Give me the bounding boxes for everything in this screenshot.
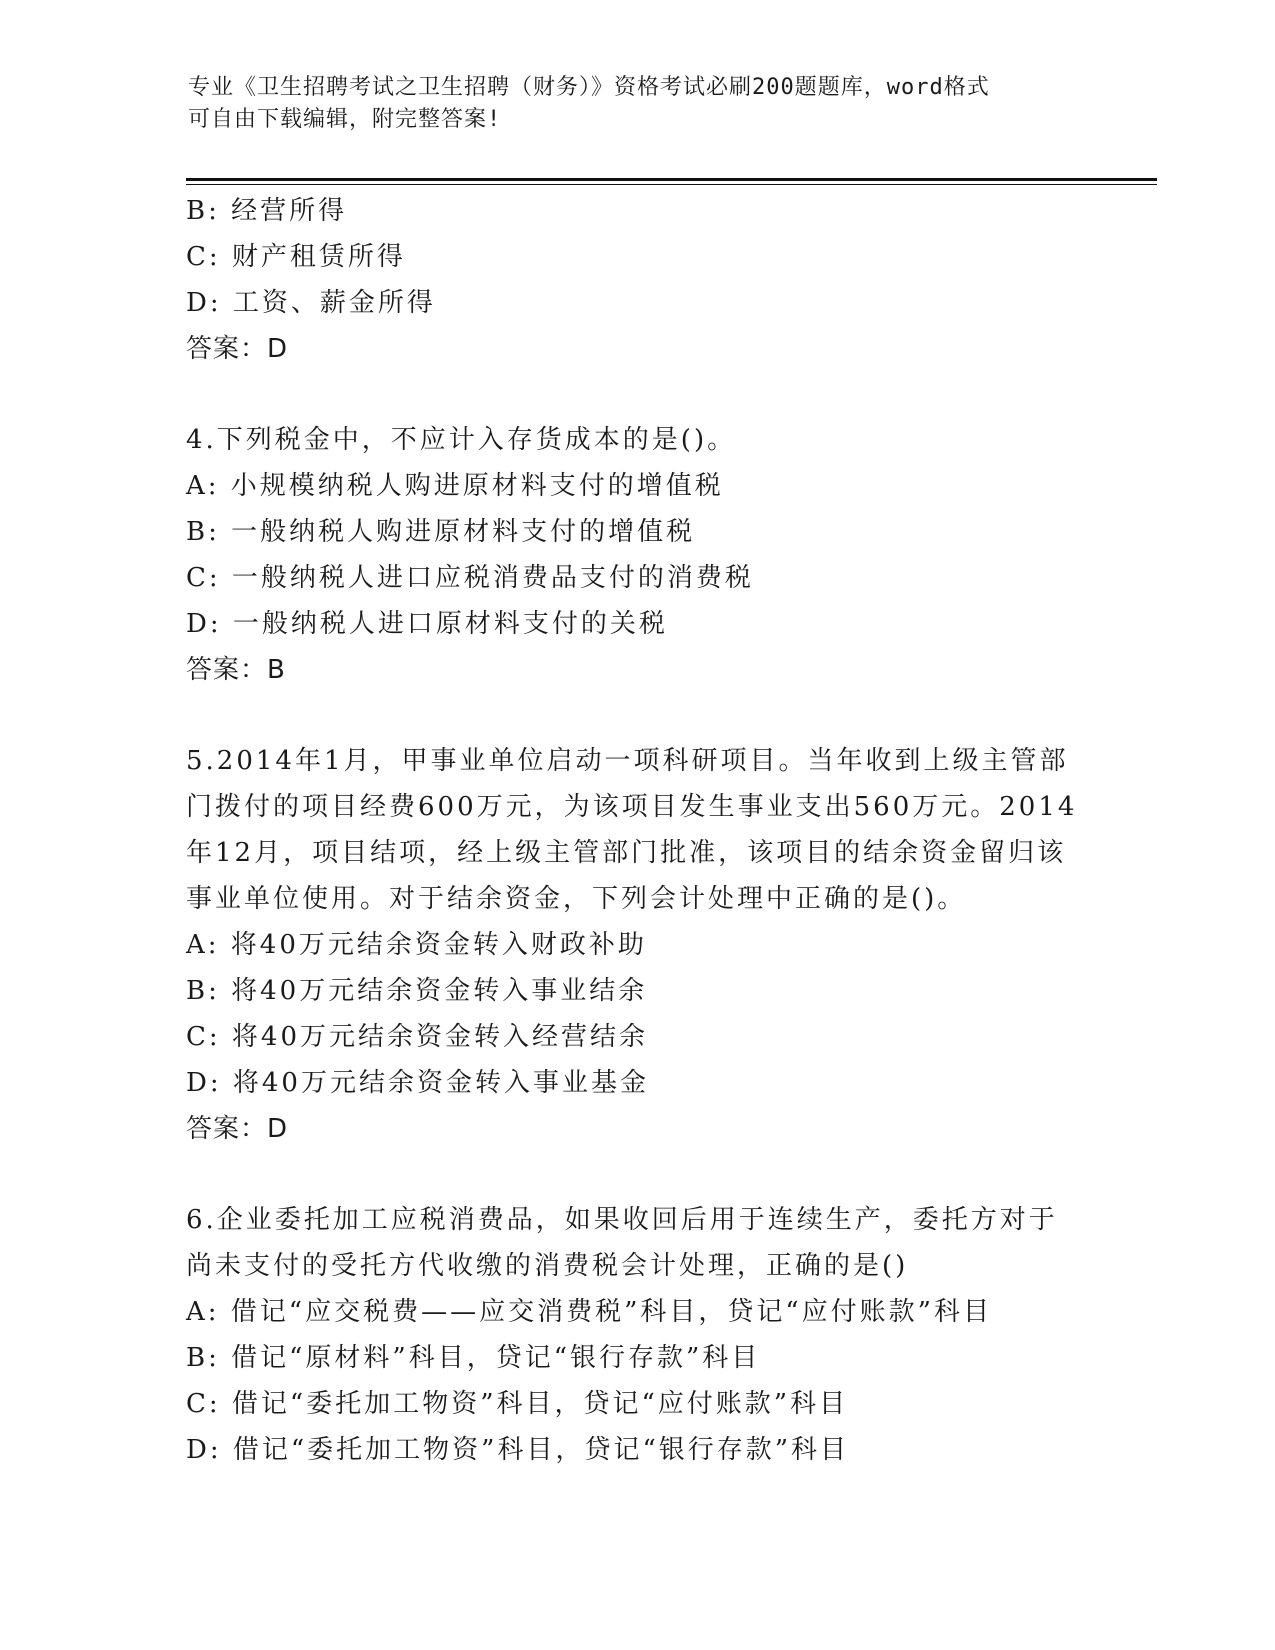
header-line-2: 可自由下载编辑，附完整答案! — [188, 107, 502, 132]
question-content — [186, 188, 1086, 1473]
option-b: B: 借记“原材料”科目，贷记“银行存款”科目 — [186, 1343, 761, 1373]
option-c: C: 借记“委托加工物资”科目，贷记“应付账款”科目 — [186, 1389, 849, 1419]
question-4 — [186, 417, 1086, 693]
option-d: D: 借记“委托加工物资”科目，贷记“银行存款”科目 — [186, 1435, 850, 1465]
option-b: B: 经营所得 — [186, 196, 348, 226]
option-d: D: 将40万元结余资金转入事业基金 — [186, 1068, 649, 1098]
header-rule-thick — [186, 178, 1157, 181]
question-stem-line: 6.企业委托加工应税消费品，如果收回后用于连续生产，委托方对于 — [186, 1205, 1058, 1235]
question-stem-line: 尚未支付的受托方代收缴的消费税会计处理，正确的是() — [186, 1251, 909, 1281]
question-stem-line: 年12月，项目结项，经上级主管部门批准，该项目的结余资金留归该 — [186, 838, 1067, 868]
header-line-1: 专业《卫生招聘考试之卫生招聘（财务）》资格考试必刷200题题库，word格式 — [188, 75, 990, 100]
option-a: A: 借记“应交税费——应交消费税”科目，贷记“应付账款”科目 — [186, 1297, 992, 1327]
question-5 — [186, 738, 1086, 1152]
option-c: C: 一般纳税人进口应税消费品支付的消费税 — [186, 563, 754, 593]
page-header — [188, 72, 1068, 136]
option-c: C: 将40万元结余资金转入经营结余 — [186, 1022, 649, 1052]
question-6 — [186, 1197, 1086, 1473]
answer: 答案：D — [186, 1114, 289, 1144]
question-stem-line: 门拨付的项目经费600万元，为该项目发生事业支出560万元。2014 — [186, 792, 1078, 822]
question-stem-line: 事业单位使用。对于结余资金，下列会计处理中正确的是()。 — [186, 884, 967, 914]
question-3 — [186, 188, 1086, 372]
header-rule-thin — [186, 184, 1157, 185]
option-a: A: 小规模纳税人购进原材料支付的增值税 — [186, 471, 724, 501]
option-c: C: 财产租赁所得 — [186, 242, 406, 272]
question-stem-line: 5.2014年1月，甲事业单位启动一项科研项目。当年收到上级主管部 — [186, 746, 1069, 776]
answer: 答案：D — [186, 334, 289, 364]
question-stem: 4.下列税金中，不应计入存货成本的是()。 — [186, 425, 737, 455]
option-b: B: 一般纳税人购进原材料支付的增值税 — [186, 517, 696, 547]
answer: 答案：B — [186, 655, 286, 685]
option-d: D: 工资、薪金所得 — [186, 288, 436, 318]
option-b: B: 将40万元结余资金转入事业结余 — [186, 976, 648, 1006]
option-a: A: 将40万元结余资金转入财政补助 — [186, 930, 647, 960]
option-d: D: 一般纳税人进口原材料支付的关税 — [186, 609, 668, 639]
